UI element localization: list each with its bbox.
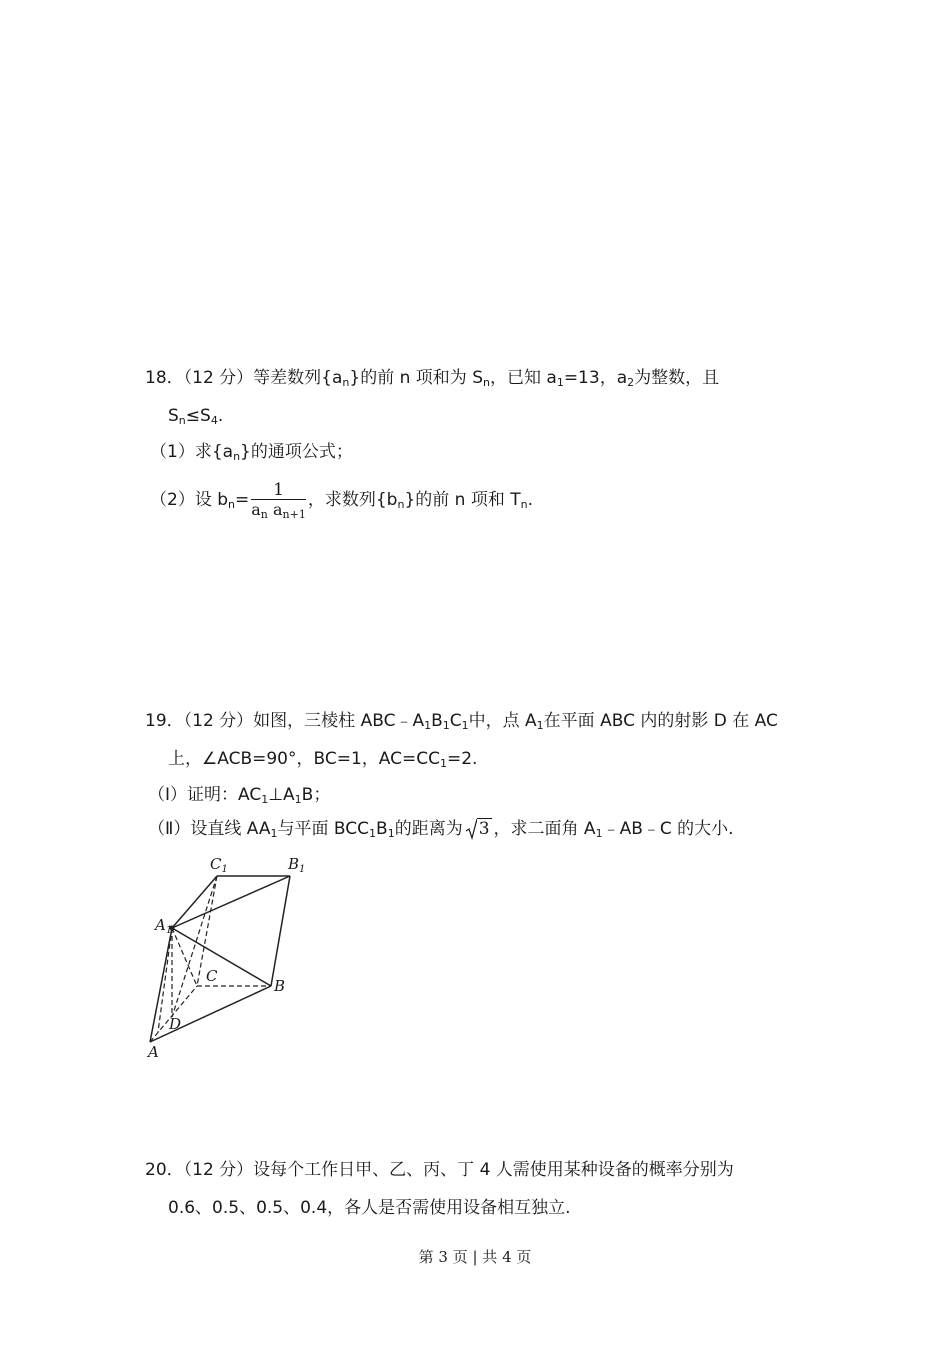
q18-part2: （2）设 $b_n=$ $\frac{1}{a_n a_{n+1}}$ ，求数列$\{b_n\}$的前 n 项和 $T_n$. [150,479,534,521]
label-a1: $A_1$ [155,916,173,936]
label-c: C [206,967,218,985]
label-d: D [169,1015,182,1033]
q19-part1: （Ⅰ）证明：$AC_1\perp A_1B$； [148,785,331,806]
q19-line1: 19．（12 分）如图，三棱柱 $ABC﹣A_1B_1C_1$中，点 $A_1$在平面 ABC 内的射影 D 在 AC [145,711,778,732]
q18-line1: 18．（12 分）等差数列$\{a_n\}$的前 n 项和为 $S_n$，已知 $a_1=13$，$a_2$为整数，且 [145,368,720,389]
label-c1: $C_1$ [210,855,228,875]
label-b: B [274,977,286,995]
q18-fraction: $\frac{1}{a_n a_{n+1}}$ [251,479,306,521]
label-b1: $B_1$ [288,855,306,875]
q18-number: 18． [145,368,184,388]
prism-figure [140,850,320,1070]
page-footer: 第 3 页 | 共 4 页 [418,1248,532,1266]
q18-part1: （1）求$\{a_n\}$的通项公式； [150,442,353,463]
q18-line2: $S_n\le S_4$. [168,406,224,427]
sqrt-symbol: 3 [465,818,492,840]
label-a: A [148,1043,159,1061]
q19-number: 19． [145,711,184,731]
q19-part2: （Ⅱ）设直线 $AA_1$与平面 $BCC_1B_1$的距离为 3 ，求二面角 $A_1﹣AB﹣C$ 的大小. [148,819,734,840]
q20-line2: 0.6、0.5、0.5、0.4，各人是否需使用设备相互独立. [168,1198,571,1218]
q20-number: 20． [145,1160,184,1180]
q19-line2: 上，∠ACB=90°，BC=1，$AC=CC_1=2$. [168,749,478,770]
q20-line1: 20．（12 分）设每个工作日甲、乙、丙、丁 4 人需使用某种设备的概率分别为 [145,1160,734,1180]
